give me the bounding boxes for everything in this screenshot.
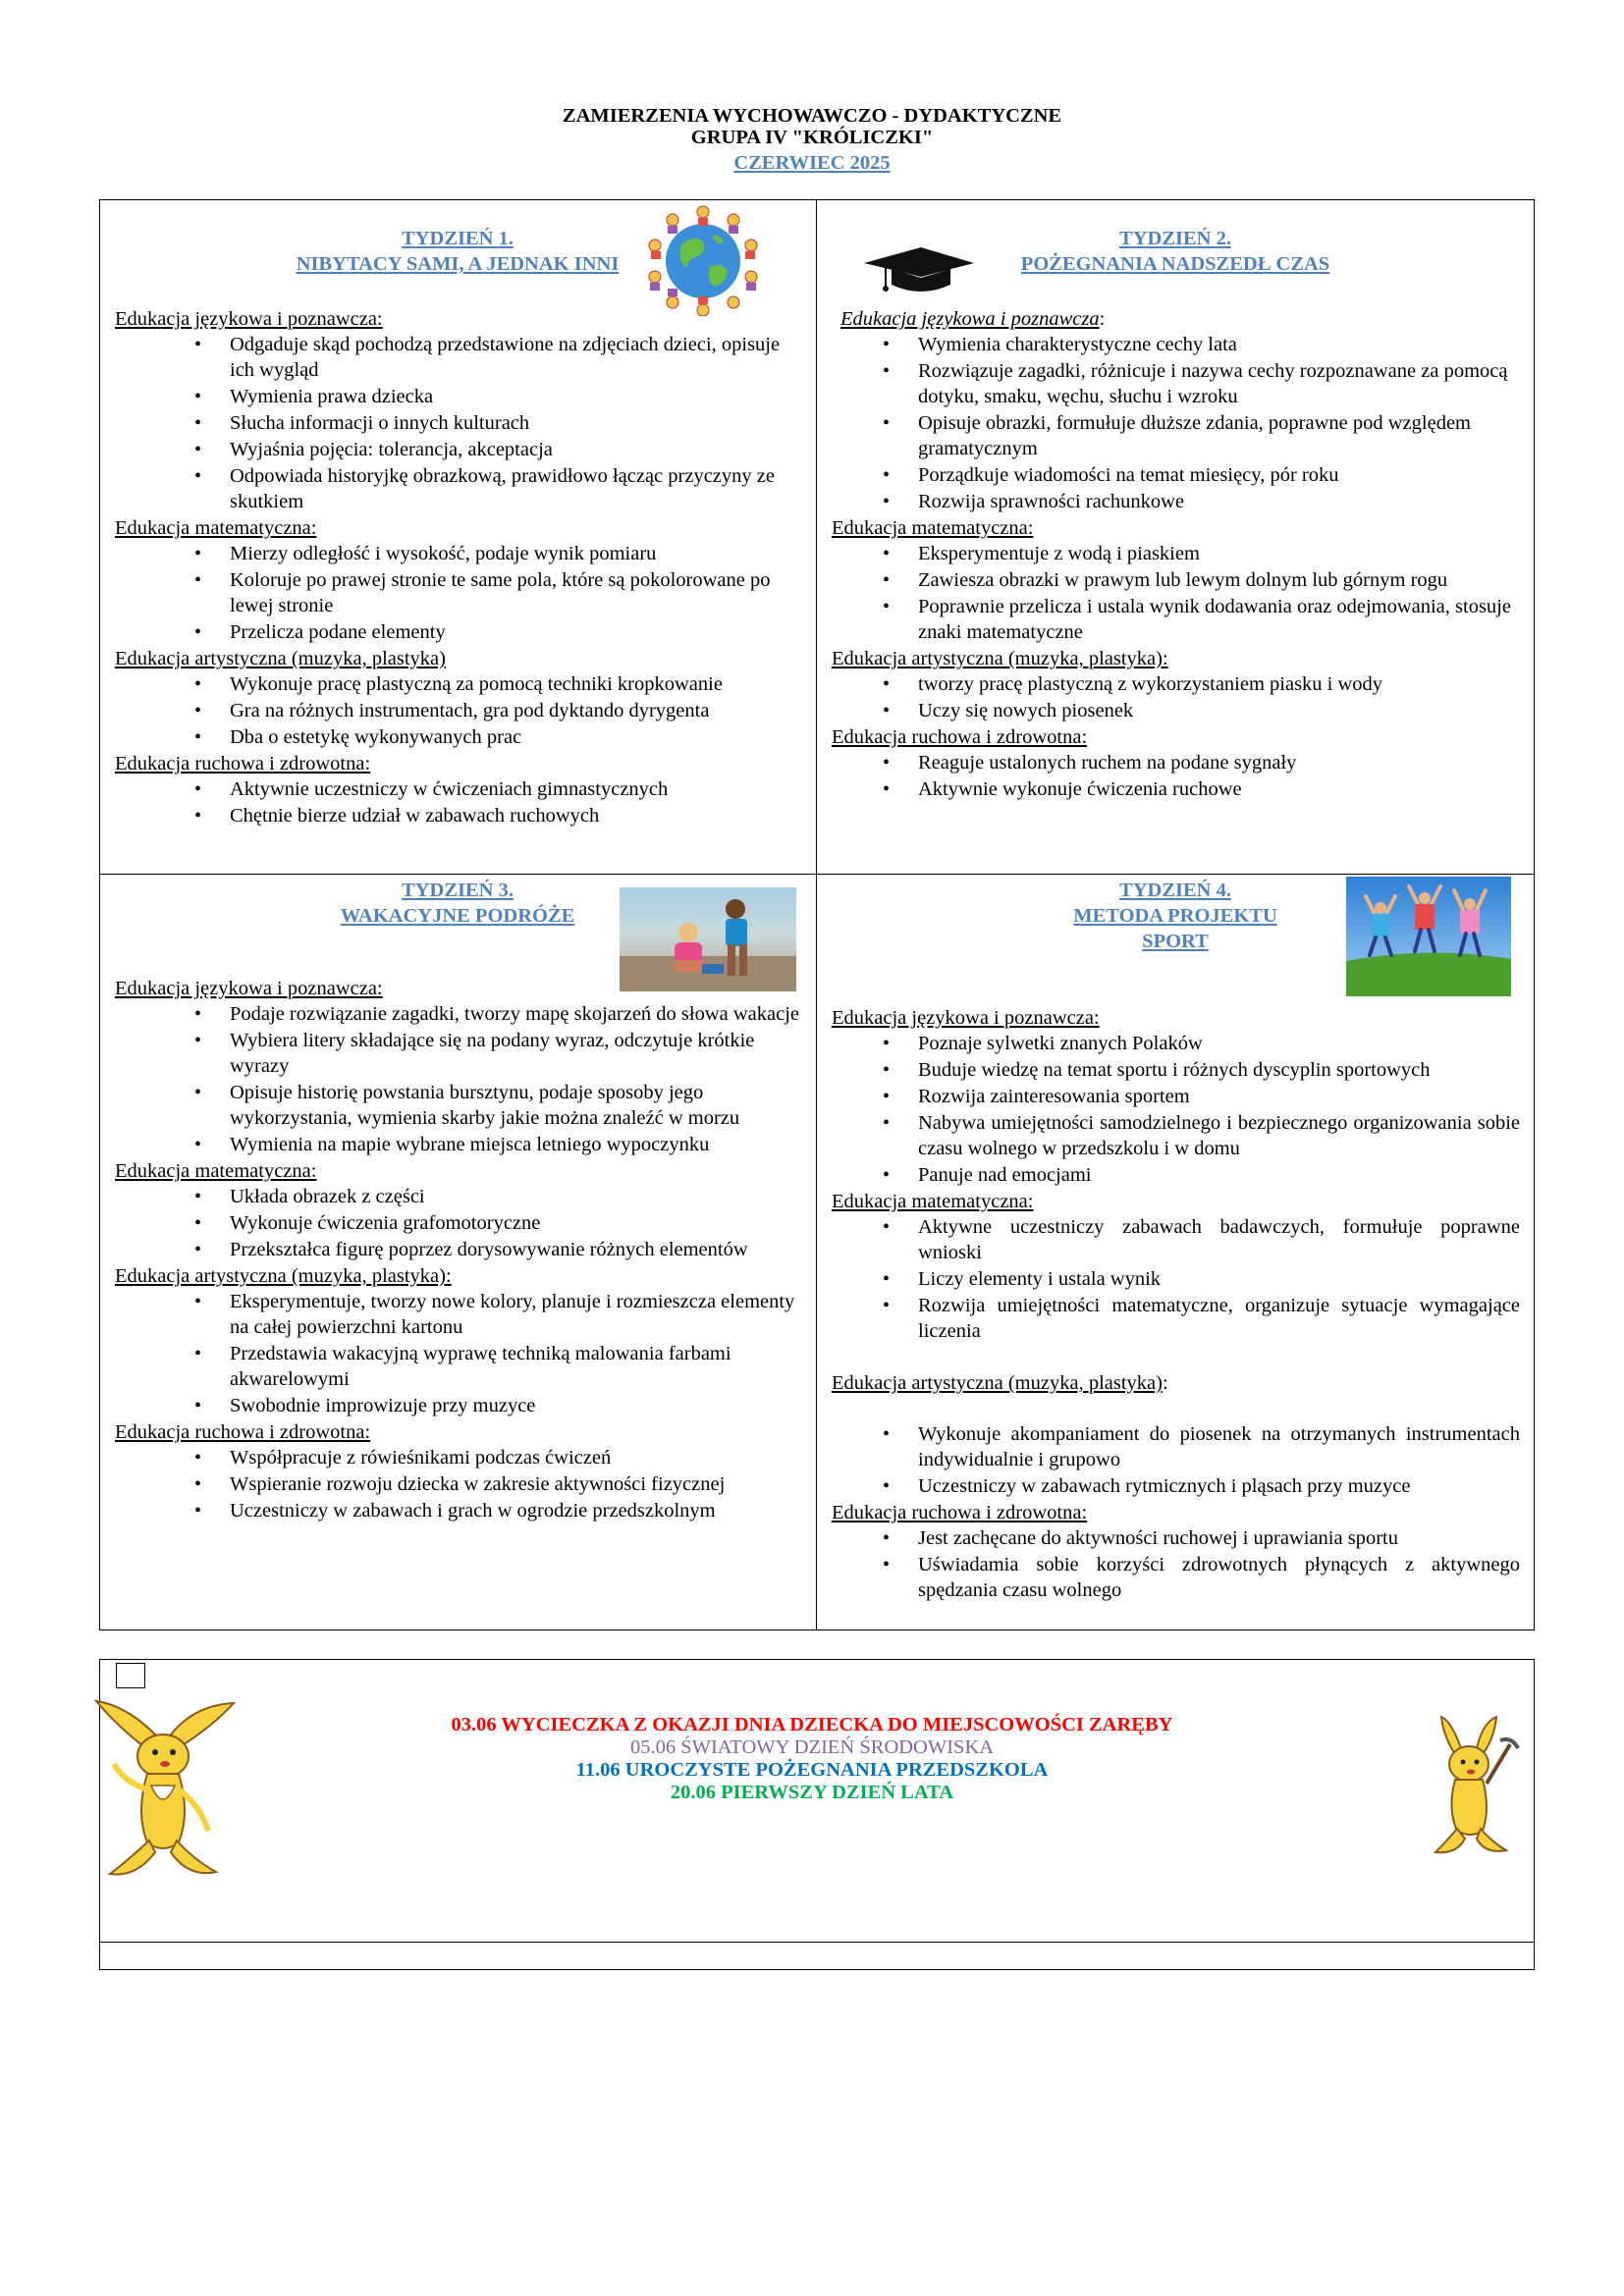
list-item: • Słucha informacji o innych kulturach xyxy=(230,410,806,436)
list-item: • Reaguje ustalonych ruchem na podane sygnały xyxy=(918,750,1520,775)
list-item: • Swobodnie improwizuje przy muzyce xyxy=(230,1393,806,1418)
list-item: • Wykonuje pracę plastyczną za pomocą techniki kropkowanie xyxy=(230,671,806,697)
list-item: • Rozwija umiejętności matematyczne, organizuje sytuacje wymagające liczenia xyxy=(918,1293,1520,1344)
children-around-globe-icon xyxy=(643,202,763,316)
section-list xyxy=(918,750,1520,802)
list-item: • Gra na różnych instrumentach, gra pod dyktando dyrygenta xyxy=(230,698,806,723)
section-list xyxy=(230,1445,806,1523)
list-item: • Rozwija sprawności rachunkowe xyxy=(918,489,1520,514)
list-item: • Przelicza podane elementy xyxy=(230,619,806,645)
month-title: CZERWIEC 2025 xyxy=(733,152,891,174)
events-box-footer xyxy=(99,1943,1535,1970)
section-list xyxy=(230,776,806,828)
list-item: • Nabywa umiejętności samodzielnego i bezpiecznego organizowania sobie czasu wolnego w przedszkolu i w domu xyxy=(918,1110,1520,1161)
section-label: Edukacja artystyczna (muzyka, plastyka): xyxy=(832,648,1168,669)
list-item: • Poprawnie przelicza i ustala wynik dodawania oraz odejmowania, stosuje znaki matematyczne xyxy=(918,594,1520,645)
list-item: • Wymienia na mapie wybrane miejsca letniego wypoczynku xyxy=(230,1132,806,1157)
week1-cell xyxy=(99,226,816,829)
section-label: Edukacja artystyczna (muzyka, plastyka): xyxy=(115,1265,452,1287)
beach-children-photo xyxy=(620,887,796,991)
list-item: • Wymienia prawa dziecka xyxy=(230,384,806,409)
list-item: • Wykonuje akompaniament do piosenek na otrzymanych instrumentach indywidualnie i grupowo xyxy=(918,1421,1520,1472)
section-list xyxy=(230,1289,806,1418)
list-item: • Poznaje sylwetki znanych Polaków xyxy=(918,1031,1520,1056)
list-item: • Porządkuje wiadomości na temat miesięcy, pór roku xyxy=(918,462,1520,488)
list-item: • Dba o estetykę wykonywanych prac xyxy=(230,724,806,750)
jumping-children-photo xyxy=(1346,877,1511,996)
doc-title: ZAMIERZENIA WYCHOWAWCZO - DYDAKTYCZNE xyxy=(562,105,1062,127)
event-4: 20.06 PIERWSZY DZIEŃ LATA xyxy=(670,1782,954,1803)
list-item: • Uczestniczy w zabawach rytmicznych i pląsach przy muzyce xyxy=(918,1473,1520,1499)
list-item: • Odgaduje skąd pochodzą przedstawione na zdjęciach dzieci, opisuje ich wygląd xyxy=(230,332,806,383)
list-item: • Wykonuje ćwiczenia grafomotoryczne xyxy=(230,1210,806,1236)
list-item: • Aktywne uczestniczy zabawach badawczych, formułuje poprawne wnioski xyxy=(918,1214,1520,1265)
section-label: Edukacja ruchowa i zdrowotna: xyxy=(832,726,1088,748)
list-item: • Wyjaśnia pojęcia: tolerancja, akceptacja xyxy=(230,437,806,462)
list-item: • tworzy pracę plastyczną z wykorzystaniem piasku i wody xyxy=(918,671,1520,697)
graduation-cap-icon xyxy=(860,245,976,296)
list-item: • Rozwija zainteresowania sportem xyxy=(918,1084,1520,1109)
group-name: GRUPA IV "KRÓLICZKI" xyxy=(690,127,934,148)
section-list xyxy=(230,541,806,645)
list-item: • Panuje nad emocjami xyxy=(918,1162,1520,1188)
list-item: • Koloruje po prawej stronie te same pola, które są pokolorowane po lewej stronie xyxy=(230,567,806,618)
section-label: Edukacja językowa i poznawcza: xyxy=(115,978,383,999)
week1-title: TYDZIEŃ 1. NIBYTACY SAMI, A JEDNAK INNI xyxy=(296,228,620,275)
list-item: • Rozwiązuje zagadki, różnicuje i nazywa cechy rozpoznawane za pomocą dotyku, smaku, węchu, słuchu i wzroku xyxy=(918,358,1520,409)
list-item: • Aktywnie wykonuje ćwiczenia ruchowe xyxy=(918,776,1520,802)
section-list xyxy=(230,332,806,514)
week4-section-label: Edukacja językowa i poznawcza: xyxy=(832,1007,1100,1029)
list-item: • Przekształca figurę poprzez dorysowywanie różnych elementów xyxy=(230,1237,806,1262)
section-list xyxy=(230,671,806,750)
list-item: • Przedstawia wakacyjną wyprawę techniką malowania farbami akwarelowymi xyxy=(230,1341,806,1392)
section-list xyxy=(918,541,1520,645)
list-item: • Uświadamia sobie korzyści zdrowotnych płynących z aktywnego spędzania czasu wolnego xyxy=(918,1552,1520,1603)
section-list xyxy=(230,1001,806,1157)
event-2: 05.06 ŚWIATOWY DZIEŃ ŚRODOWISKA xyxy=(629,1736,995,1758)
list-item: • Liczy elementy i ustala wynik xyxy=(918,1266,1520,1292)
list-item: • Opisuje historię powstania bursztynu, podaje sposoby jego wykorzystania, wymienia skarby jakie można znaleźć w morzu xyxy=(230,1080,806,1131)
list-item: • Uczy się nowych piosenek xyxy=(918,698,1520,723)
list-item: • Układa obrazek z części xyxy=(230,1184,806,1209)
section-label: Edukacja artystyczna (muzyka, plastyka) xyxy=(115,648,446,669)
section-label: Edukacja ruchowa i zdrowotna: xyxy=(115,1421,371,1443)
section-label: Edukacja językowa i poznawcza: xyxy=(115,308,383,330)
list-item: • Podaje rozwiązanie zagadki, tworzy mapę skojarzeń do słowa wakacje xyxy=(230,1001,806,1027)
week2-first-label: Edukacja językowa i poznawcza: xyxy=(840,308,1106,330)
event-1: 03.06 WYCIECZKA Z OKAZJI DNIA DZIECKA DO MIEJSCOWOŚCI ZARĘBY xyxy=(451,1714,1173,1735)
table-divider-horizontal xyxy=(99,874,1535,875)
list-item: • Eksperymentuje z wodą i piaskiem xyxy=(918,541,1520,566)
list-item: • Współpracuje z rówieśnikami podczas ćwiczeń xyxy=(230,1445,806,1470)
checkbox[interactable] xyxy=(116,1663,145,1688)
week3-title: TYDZIEŃ 3. WAKACYJNE PODRÓŻE xyxy=(340,880,575,927)
list-item: • Jest zachęcane do aktywności ruchowej i uprawiania sportu xyxy=(918,1525,1520,1551)
list-item: • Wspieranie rozwoju dziecka w zakresie aktywności fizycznej xyxy=(230,1471,806,1497)
week4-section-label: Edukacja matematyczna: xyxy=(832,1191,1034,1212)
list-item: • Wybiera litery składające się na podany wyraz, odczytuje krótkie wyrazy xyxy=(230,1028,806,1079)
week4-section-label: Edukacja ruchowa i zdrowotna: xyxy=(832,1502,1088,1523)
section-label: Edukacja matematyczna: xyxy=(115,1160,317,1182)
list-item: • Odpowiada historyjkę obrazkową, prawidłowo łącząc przyczyny ze skutkiem xyxy=(230,463,806,514)
list-item: • Buduje wiedzę na temat sportu i różnych dyscyplin sportowych xyxy=(918,1057,1520,1083)
list-item: • Chętnie bierze udział w zabawach ruchowych xyxy=(230,803,806,828)
list-item: • Eksperymentuje, tworzy nowe kolory, planuje i rozmieszcza elementy na całej powierzchni kartonu xyxy=(230,1289,806,1340)
list-item: • Uczestniczy w zabawach i grach w ogrodzie przedszkolnym xyxy=(230,1498,806,1523)
section-label: Edukacja ruchowa i zdrowotna: xyxy=(115,753,371,774)
week2-title: TYDZIEŃ 2. POŻEGNANIA NADSZEDŁ CZAS xyxy=(1020,228,1330,275)
week4-title: TYDZIEŃ 4. METODA PROJEKTU SPORT xyxy=(1073,880,1277,952)
list-item: • Aktywnie uczestniczy w ćwiczeniach gimnastycznych xyxy=(230,776,806,802)
section-list xyxy=(918,671,1520,723)
week2-cell xyxy=(817,226,1534,803)
event-3: 11.06 UROCZYSTE POŻEGNANIA PRZEDSZKOLA xyxy=(575,1759,1049,1781)
section-label: Edukacja matematyczna: xyxy=(832,517,1034,539)
rabbit-left-icon xyxy=(86,1695,244,1882)
list-item: • Wymienia charakterystyczne cechy lata xyxy=(918,332,1520,357)
rabbit-right-icon xyxy=(1422,1715,1520,1858)
week4-section-label: Edukacja artystyczna (muzyka, plastyka): xyxy=(832,1372,1168,1394)
list-item: • Mierzy odległość i wysokość, podaje wynik pomiaru xyxy=(230,541,806,566)
list-item: • Zawiesza obrazki w prawym lub lewym dolnym lub górnym rogu xyxy=(918,567,1520,593)
list-item: • Opisuje obrazki, formułuje dłuższe zdania, poprawne pod względem gramatycznym xyxy=(918,410,1520,461)
section-list xyxy=(230,1184,806,1262)
section-label: Edukacja matematyczna: xyxy=(115,517,317,539)
